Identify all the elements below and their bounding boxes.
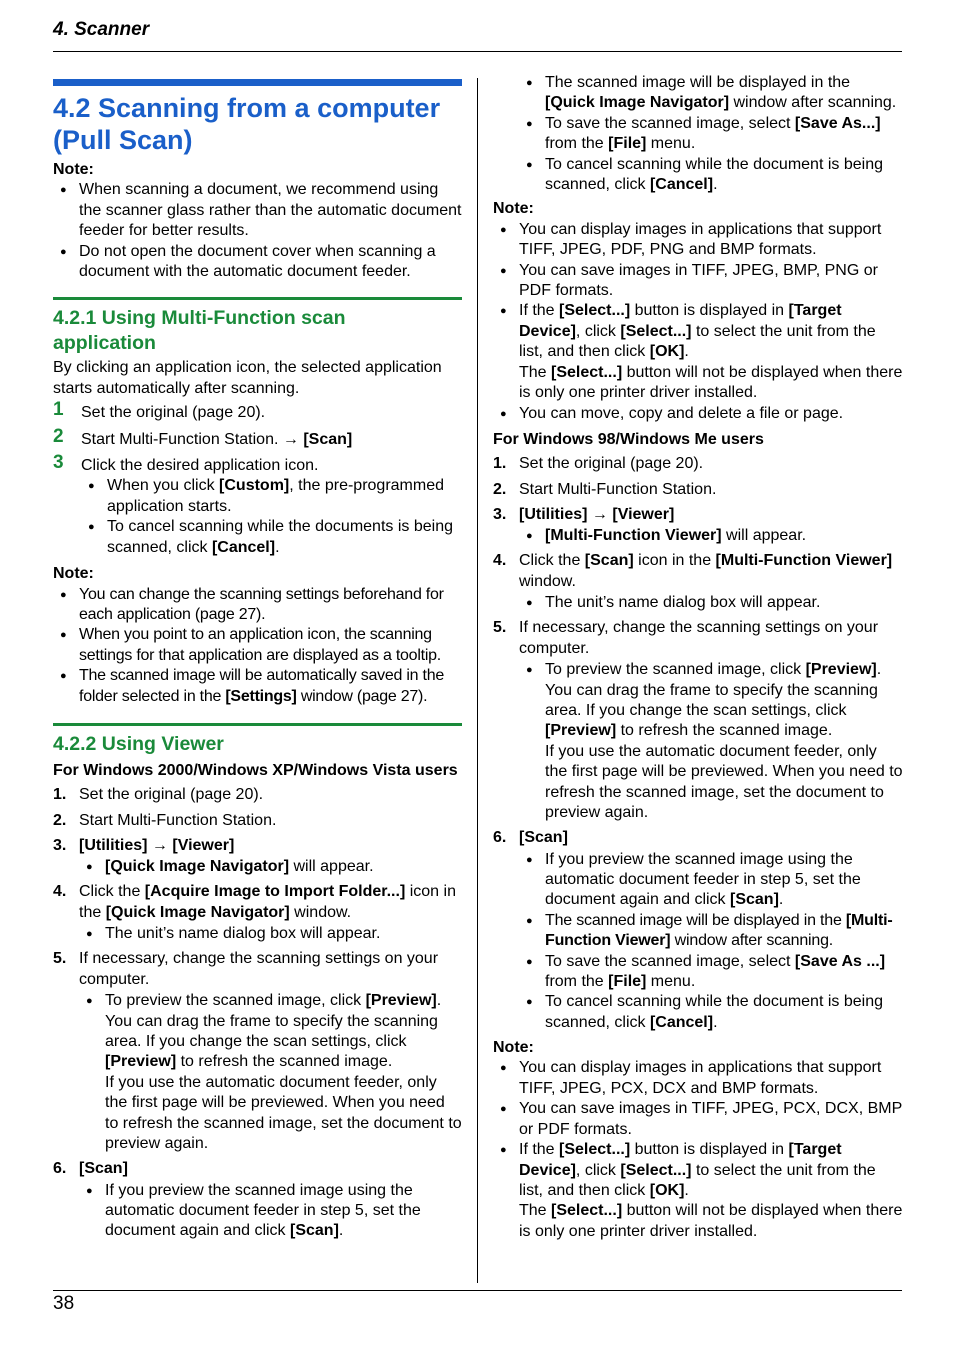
step-item: 4. Click the [Scan] icon in the [Multi-Function Viewer] window. ● The unit’s name dialog box will appear. <box>493 551 903 613</box>
list-item: ● If you preview the scanned image using the automatic document feeder in step 5, set the document again and click [Scan]. <box>79 1181 462 1242</box>
step-item: 1. Set the original (page 20). <box>53 786 264 804</box>
list-item: ● The scanned image will be automatically saved in the folder selected in the [Settings] window (page 27). <box>53 666 462 707</box>
step-number: 2 <box>53 425 64 447</box>
list-item: ● When scanning a document, we recommend using the scanner glass rather than the automatic document feeder for better results. <box>53 180 462 241</box>
list-item: ● To preview the scanned image, click [Preview]. You can drag the frame to specify the scanning area. If you change the scan settings, click [Preview] to refresh the scanned image. If you use the automatic document feeder, only the first page will be previewed. When you need to refresh the scanned image, set the document to preview again. <box>519 660 903 823</box>
arrow-icon: → <box>151 836 168 854</box>
step-item: 5. If necessary, change the scanning settings on your computer. ● To preview the scanned image, click [Preview]. You can drag the frame to specify the scanning area. If you change the scan settings, click [Preview] to refresh the scanned image. If you use the automatic document feeder, only the first page will be previewed. When you need to refresh the scanned image, set the document to preview again. <box>493 618 903 823</box>
list-item: ● [Quick Image Navigator] will appear. <box>79 857 462 877</box>
list-item: ● To save the scanned image, select [Save As ...] from the [File] menu. <box>519 952 903 993</box>
step-item: 5. If necessary, change the scanning settings on your computer. ● To preview the scanned image, click [Preview]. You can drag the frame to specify the scanning area. If you change the scan settings, click [Preview] to refresh the scanned image. If you use the automatic document feeder, only the first page will be previewed. When you need to refresh the scanned image, set the document to preview again. <box>53 949 462 1154</box>
arrow-icon: → <box>282 430 299 448</box>
list-item: ● You can change the scanning settings beforehand for each application (page 27). <box>53 585 462 626</box>
note-label: Note: <box>493 1039 534 1057</box>
step-item: 2 Start Multi-Function Station. → [Scan] <box>53 425 353 448</box>
subsection-title-4-2-2: 4.2.2 Using Viewer <box>53 732 224 755</box>
list-item: ● If the [Select...] button is displayed in [Target Device], click [Select...] to select the unit from the list, and then click [OK]. The [Select...] button will not be displayed when there is only one printer driver installed. <box>493 1140 903 1242</box>
step-item: 3. [Utilities] → [Viewer] ● [Quick Image Navigator] will appear. <box>53 836 462 878</box>
os-heading-win2000: For Windows 2000/Windows XP/Windows Vista users <box>53 761 458 779</box>
list-item: ● The unit’s name dialog box will appear. <box>79 924 462 944</box>
step-item: 3. [Utilities] → [Viewer] ● [Multi-Function Viewer] will appear. <box>493 505 903 547</box>
left-column <box>53 79 462 1247</box>
step-number: 1 <box>53 399 64 421</box>
list-item: ● To save the scanned image, select [Save As...] from the [File] menu. <box>519 114 903 155</box>
step-item: 6. [Scan] ● If you preview the scanned image using the automatic document feeder in step 5, set the document again and click [Scan]. <box>53 1159 462 1242</box>
ui-label: [Scan] <box>303 430 353 448</box>
section-bar <box>53 79 462 86</box>
step-number: 3 <box>53 452 64 474</box>
subsection-bar <box>53 297 462 300</box>
list-item: ● Do not open the document cover when scanning a document with the automatic document feeder. <box>53 242 462 283</box>
list-item: ● You can save images in TIFF, JPEG, BMP, PNG or PDF formats. <box>493 261 903 302</box>
list-item: ● The scanned image will be displayed in the [Quick Image Navigator] window after scanning. <box>519 73 903 114</box>
step-item: 2. Start Multi-Function Station. <box>493 480 717 498</box>
list-item: ● You can move, copy and delete a file or page. <box>493 404 903 424</box>
viewer-steps-win2000 <box>53 785 462 1242</box>
header-rule <box>53 51 902 52</box>
list-item: ● If the [Select...] button is displayed in [Target Device], click [Select...] to select the unit from the list, and then click [OK]. The [Select...] button will not be displayed when there is only one printer driver installed. <box>493 301 903 403</box>
footer-rule <box>53 1290 902 1291</box>
list-item: ● [Multi-Function Viewer] will appear. <box>519 526 903 546</box>
list-item: ● To preview the scanned image, click [Preview]. You can drag the frame to specify the scanning area. If you change the scan settings, click [Preview] to refresh the scanned image. If you use the automatic document feeder, only the first page will be previewed. When you need to refresh the scanned image, set the document to preview again. <box>79 991 462 1154</box>
column-divider <box>477 78 478 1283</box>
list-item: ● To cancel scanning while the document is being scanned, click [Cancel]. <box>519 155 903 196</box>
step-item: 1. Set the original (page 20). <box>493 455 704 473</box>
win98-notes-list <box>493 1058 903 1242</box>
note-label: Note: <box>53 161 94 178</box>
list-item: ● If you preview the scanned image using the automatic document feeder in step 5, set the document again and click [Scan]. <box>519 850 903 911</box>
step-item: 6. [Scan] ● If you preview the scanned image using the automatic document feeder in step 5, set the document again and click [Scan]. ● The scanned image will be displayed in the [Multi-Function Viewer] window after scanning. ● To save the scanned image, select [Save As ...] from the [File] menu. ● To cancel scanning while the document is being scanned, click [Cancel]. <box>493 828 903 1033</box>
list-item: ● You can save images in TIFF, JPEG, PCX, DCX, BMP or PDF formats. <box>493 1099 903 1140</box>
step-item: 4. Click the [Acquire Image to Import Folder...] icon in the [Quick Image Navigator] window. ● The unit’s name dialog box will appear. <box>53 882 462 944</box>
viewer-steps-win98 <box>493 454 903 1033</box>
win2000-notes-list <box>493 220 903 424</box>
page-number: 38 <box>53 1293 75 1314</box>
win2000-step6-continued <box>493 73 903 195</box>
step-item: 2. Start Multi-Function Station. <box>53 811 277 829</box>
page-header-title: 4. Scanner <box>53 19 150 40</box>
note-label: Note: <box>53 565 94 583</box>
subsection-bar <box>53 723 462 726</box>
list-item: ● When you click [Custom], the pre-programmed application starts. <box>81 476 462 517</box>
list-item: ● You can display images in applications that support TIFF, JPEG, PDF, PNG and BMP formats. <box>493 220 903 261</box>
mfs-notes-list <box>53 585 462 707</box>
list-item: ● You can display images in applications that support TIFF, JPEG, PCX, DCX and BMP formats. <box>493 1058 903 1099</box>
list-item: ● The unit’s name dialog box will appear. <box>519 593 903 613</box>
os-heading-win98: For Windows 98/Windows Me users <box>493 430 764 448</box>
subsection-intro: By clicking an application icon, the selected application starts automatically after scanning. <box>53 359 442 397</box>
list-item: ● The scanned image will be displayed in the [Multi-Function Viewer] window after scanning. <box>519 911 903 952</box>
arrow-icon: → <box>591 505 608 523</box>
step-item: 3 Click the desired application icon. ● When you click [Custom], the pre-programmed application starts. ● To cancel scanning while the documents is being scanned, click [Cancel]. <box>53 456 462 558</box>
list-item: ● When you point to an application icon, the scanning settings for that application are displayed as a tooltip. <box>53 625 462 666</box>
subsection-title-4-2-1: 4.2.1 Using Multi-Function scan application <box>53 307 346 355</box>
right-column <box>493 73 903 1242</box>
note-label: Note: <box>493 200 534 218</box>
list-item: ● To cancel scanning while the document is being scanned, click [Cancel]. <box>519 992 903 1033</box>
section-title: 4.2 Scanning from a computer (Pull Scan) <box>53 93 441 155</box>
intro-notes-list <box>53 180 462 282</box>
step-item: 1 Set the original (page 20). <box>53 399 266 422</box>
list-item: ● To cancel scanning while the documents is being scanned, click [Cancel]. <box>81 517 462 558</box>
mfs-steps <box>53 399 462 558</box>
